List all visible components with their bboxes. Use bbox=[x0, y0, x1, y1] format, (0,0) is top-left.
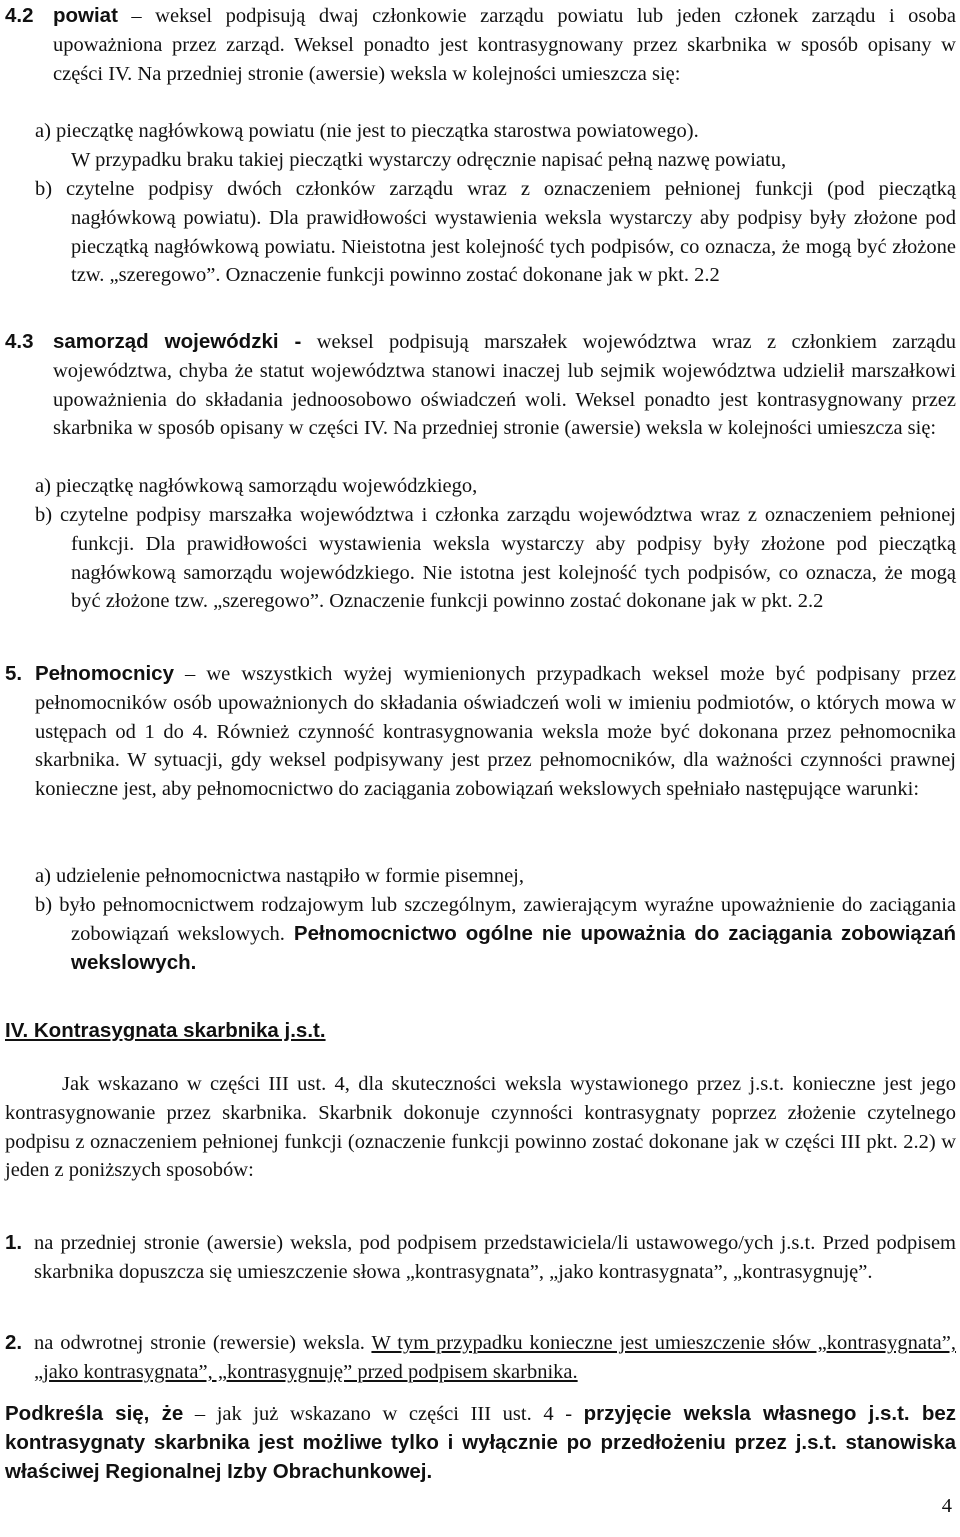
section-4-2-text: – weksel podpisują dwaj członkowie zarządu powiatu lub jeden członek zarządu i osoba upoważniona przez zarząd. Weksel ponadto jest kontrasygnowany przez skarbnika w sposób opisany w części IV. Na przedniej stronie (awersie) weksla w kolejności umieszcza się: bbox=[53, 5, 956, 85]
section-5-item-b bbox=[0, 891, 956, 977]
final-note-text: – jak już wskazano w części III ust. 4 - bbox=[183, 1403, 584, 1425]
part-4-intro bbox=[0, 1070, 956, 1185]
section-4-2 bbox=[0, 2, 956, 88]
section-5-intro bbox=[35, 660, 956, 804]
section-5-item-a-text: a) udzielenie pełnomocnictwa nastąpiło w formie pisemnej, bbox=[35, 865, 524, 887]
section-4-2-item-a bbox=[0, 117, 956, 146]
part-4-item-2-underlined: W tym przypadku konieczne jest umieszczenie słów „kontrasygnata”, „jako kontrasygnata”, „kontrasygnuję” przed podpisem skarbnika. bbox=[34, 1332, 957, 1383]
section-5-item-b-text: b) było pełnomocnictwem rodzajowym lub szczególnym, zawierającym wyraźne upoważnienie do zaciągania zobowiązań wekslowych. bbox=[35, 894, 956, 945]
part-4-intro-text: Jak wskazano w części III ust. 4, dla skuteczności weksla wystawionego przez j.s.t. konieczne jest jego kontrasygnowanie przez skarbnika. Skarbnik dokonuje czynności kontrasygnaty poprzez złożenie czytelnego podpisu z oznaczeniem pełnionej funkcji (oznaczenie funkcji powinno zostać dokonane jak w części III pkt. 2.2) w jeden z poniższych sposobów: bbox=[5, 1073, 956, 1182]
part-4-final-note bbox=[0, 1400, 956, 1486]
section-4-2-lead: powiat bbox=[53, 4, 118, 27]
section-5 bbox=[0, 660, 956, 804]
section-number-4-3: 4.3 bbox=[5, 330, 34, 353]
section-4-2-item-b bbox=[0, 175, 956, 290]
section-5-lead: Pełnomocnicy bbox=[35, 662, 174, 685]
section-4-3-item-b bbox=[0, 501, 956, 616]
section-4-3-lead: samorząd wojewódzki - bbox=[53, 330, 302, 353]
page-number: 4 bbox=[941, 1495, 952, 1517]
section-4-2-intro bbox=[53, 2, 956, 88]
section-4-2-item-a-note bbox=[0, 146, 956, 175]
section-5-text: – we wszystkich wyżej wymienionych przypadkach weksel może być podpisany przez pełnomocników osób upoważnionych do składania oświadczeń woli w imieniu podmiotów, o których mowa w ustępach od 1 do 4. Również czynność kontrasygnowania weksla może być dokonana przez pełnomocnika skarbnika. W sytuacji, gdy weksel podpisywany jest przez pełnomocników, dla ważności czynności prawnej konieczne jest, aby pełnomocnictwo do zaciągania zobowiązań wekslowych spełniało następujące warunki: bbox=[35, 663, 956, 801]
section-4-3-item-b-text: b) czytelne podpisy marszałka województwa i członka zarządu województwa wraz z oznaczeniem pełnionej funkcji. Dla prawidłowości wystawienia weksla wystarczy aby podpisy były złożone pod pieczątką nagłówkową samorządu wojewódzkiego. Nie istotna jest kolejność tych podpisów, co oznacza, że mogą być złożone tzw. „szeregowo”. Oznaczenie funkcji powinno zostać dokonane jak w pkt. 2.2 bbox=[35, 504, 956, 613]
section-5-item-a bbox=[0, 862, 956, 891]
section-4-3 bbox=[0, 328, 956, 443]
part-4-item-1-number: 1. bbox=[5, 1231, 23, 1254]
part-4-item-1 bbox=[0, 1229, 956, 1287]
final-note-bold-statement: przyjęcie weksla własnego j.s.t. bez kontrasygnaty skarbnika jest możliwe tylko i wyłącznie po przedłożeniu przez j.s.t. stanowiska właściwej Regionalnej Izby Obrachunkowej. bbox=[5, 1402, 956, 1483]
final-note-bold-lead: Podkreśla się, że bbox=[5, 1402, 184, 1425]
section-4-3-item-a-text: a) pieczątkę nagłówkową samorządu wojewódzkiego, bbox=[35, 475, 478, 497]
section-5-item-b-bold: Pełnomocnictwo ogólne nie upoważnia do zaciągania zobowiązań wekslowych. bbox=[71, 921, 956, 974]
part-4-item-2-text: na odwrotnej stronie (rewersie) weksla. bbox=[34, 1332, 372, 1354]
part-4-item-1-text: na przedniej stronie (awersie) weksla, pod podpisem przedstawiciela/li ustawowego/ych j.s.t. Przed podpisem skarbnika dopuszcza się umieszczenie słowa „kontrasygnata”, „jako kontrasygnata”, „kontrasygnuję”. bbox=[34, 1232, 956, 1283]
section-4-2-item-a-text: a) pieczątkę nagłówkową powiatu (nie jest to pieczątka starostwa powiatowego). bbox=[35, 120, 699, 142]
part-4-heading: IV. Kontrasygnata skarbnika j.s.t. bbox=[5, 1019, 326, 1042]
section-4-2-item-a-note-text: W przypadku braku takiej pieczątki wystarczy odręcznie napisać pełną nazwę powiatu, bbox=[71, 149, 787, 171]
section-number-4-2: 4.2 bbox=[5, 4, 34, 27]
section-4-3-text: weksel podpisują marszałek województwa wraz z członkiem zarządu województwa, chyba że statut województwa stanowi inaczej lub sejmik województwa udzielił marszałkowi upoważnienia do składania jednoosobowo oświadczeń woli. Weksel ponadto jest kontrasygnowany przez skarbnika w sposób opisany w części IV. Na przedniej stronie (awersie) weksla w kolejności umieszcza się: bbox=[53, 331, 956, 440]
section-4-2-item-b-text: b) czytelne podpisy dwóch członków zarządu wraz z oznaczeniem pełnionej funkcji (pod pieczątką nagłówkową powiatu). Dla prawidłowości wystawienia weksla wystarczy aby podpisy były złożone pod pieczątką nagłówkową powiatu. Nieistotna jest kolejność tych podpisów, co oznacza, że mogą być złożone tzw. „szeregowo”. Oznaczenie funkcji powinno zostać dokonane jak w pkt. 2.2 bbox=[35, 178, 956, 287]
section-4-3-item-a bbox=[0, 472, 956, 501]
section-number-5: 5. bbox=[5, 662, 23, 685]
part-4-item-2-number: 2. bbox=[5, 1331, 23, 1354]
part-4-item-2 bbox=[0, 1329, 956, 1387]
section-4-3-intro bbox=[53, 328, 956, 443]
